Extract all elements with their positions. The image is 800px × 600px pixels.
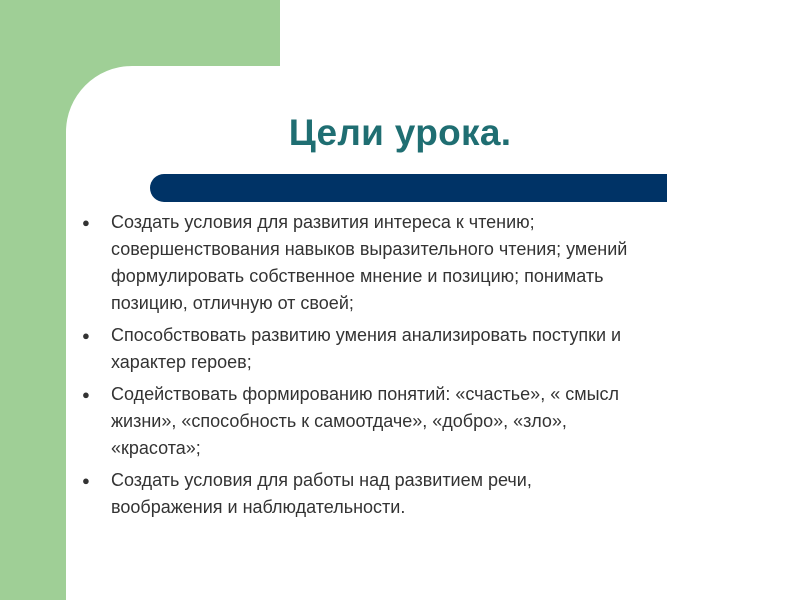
bullet-icon: ● (82, 387, 90, 402)
list-item (82, 467, 762, 521)
list-item-line: совершенствования навыков выразительного чтения; умений (111, 239, 628, 259)
list-item-line: «красота»; (111, 438, 201, 458)
goals-list (82, 209, 762, 526)
title-underline-bar (150, 174, 667, 202)
list-item-line: характер героев; (111, 352, 252, 372)
list-item-line: жизни», «способность к самоотдаче», «добро», «зло», (111, 411, 567, 431)
list-item-line: позицию, отличную от своей; (111, 293, 354, 313)
bullet-icon: ● (82, 473, 90, 488)
slide-title: Цели урока. (288, 112, 512, 153)
list-item-line: Создать условия для развития интереса к чтению; (111, 212, 535, 232)
list-item (82, 209, 762, 317)
list-item-line: Содействовать формированию понятий: «счастье», « смысл (111, 384, 620, 404)
bullet-icon: ● (82, 215, 90, 230)
list-item-line: Способствовать развитию умения анализировать поступки и (111, 325, 622, 345)
bullet-icon: ● (82, 328, 90, 343)
list-item-line: формулировать собственное мнение и позицию; понимать (111, 266, 604, 286)
list-item (82, 381, 762, 462)
list-item-line: воображения и наблюдательности. (111, 497, 406, 517)
list-item-line: Создать условия для работы над развитием речи, (111, 470, 532, 490)
list-item (82, 322, 762, 376)
